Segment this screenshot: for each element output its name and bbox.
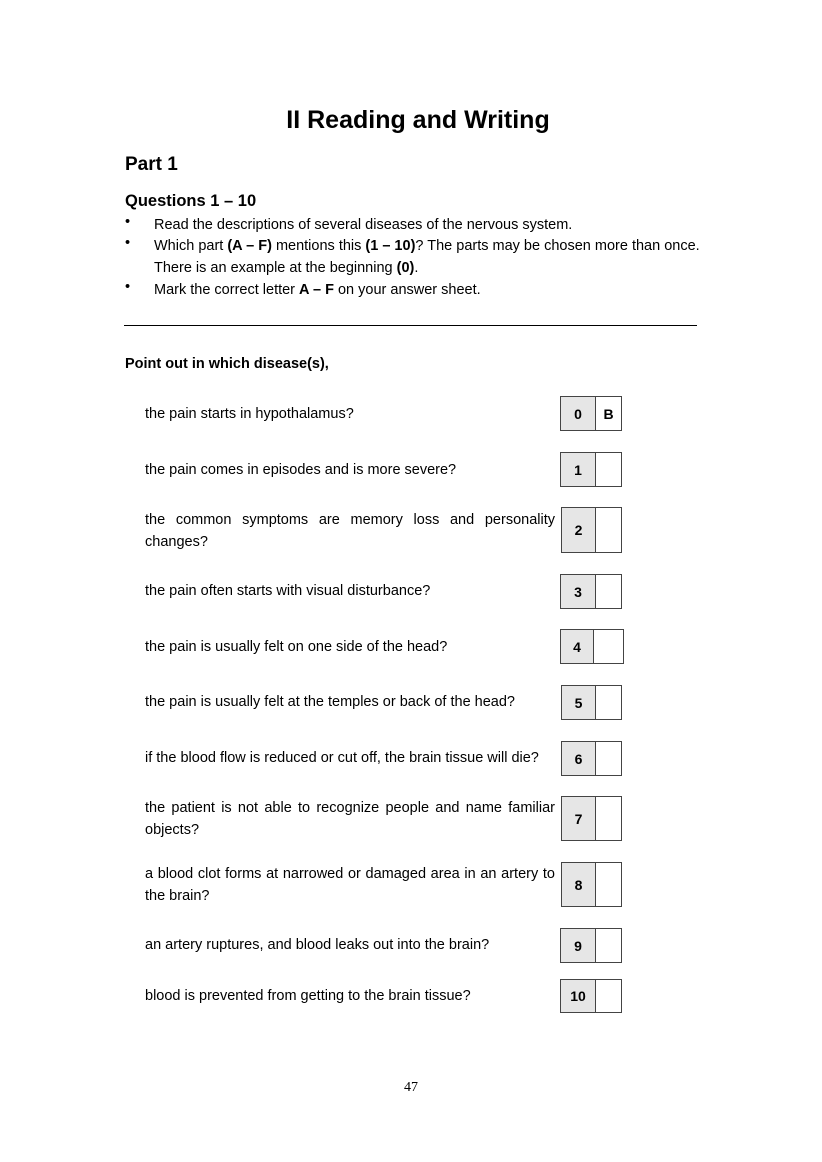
- bullet-icon: •: [125, 235, 131, 251]
- question-number: 5: [562, 686, 596, 719]
- page-number: 47: [404, 1080, 418, 1095]
- question-text: the pain is usually felt on one side of the head?: [145, 639, 448, 655]
- answer-cell[interactable]: [596, 453, 621, 486]
- answer-box: [560, 396, 622, 431]
- question-text: the pain starts in hypothalamus?: [145, 406, 354, 422]
- question-number: 0: [561, 397, 596, 430]
- answer-box: [560, 452, 622, 487]
- bullet-icon: •: [125, 279, 131, 295]
- answer-box: [560, 979, 622, 1013]
- section-title: II Reading and Writing: [286, 106, 550, 134]
- question-number: 3: [561, 575, 596, 608]
- question-text: if the blood flow is reduced or cut off, the brain tissue will die?: [145, 750, 539, 766]
- instruction-text: Read the descriptions of several diseases of the nervous system.: [154, 217, 573, 233]
- question-text: the patient is not able to recognize people and name familiar objects?: [145, 800, 555, 838]
- instruction-text: Mark the correct letter A – F on your answer sheet.: [154, 282, 481, 298]
- divider: [124, 325, 697, 326]
- question-number: 9: [561, 929, 596, 962]
- answer-box: [561, 796, 622, 841]
- part-heading: Part 1: [125, 154, 178, 175]
- answer-box: [561, 685, 622, 720]
- answer-cell[interactable]: [596, 742, 621, 775]
- question-text: the pain comes in episodes and is more severe?: [145, 462, 457, 478]
- answer-box: [560, 574, 622, 609]
- question-text: the common symptoms are memory loss and personality changes?: [145, 512, 555, 550]
- bullet-icon: •: [125, 214, 131, 230]
- answer-box: [561, 507, 622, 553]
- question-text: the pain often starts with visual disturbance?: [145, 583, 431, 599]
- lead-text: Point out in which disease(s),: [125, 356, 329, 372]
- question-number: 8: [562, 863, 596, 906]
- question-text: an artery ruptures, and blood leaks out into the brain?: [145, 937, 490, 953]
- answer-box: [561, 741, 622, 776]
- answer-box: [560, 928, 622, 963]
- question-text: a blood clot forms at narrowed or damaged area in an artery to the brain?: [145, 866, 555, 904]
- instruction-text: Which part (A – F) mentions this (1 – 10)? The parts may be chosen more than once. There is an example at the beginning (0).: [154, 238, 700, 276]
- answer-cell[interactable]: [596, 980, 621, 1012]
- question-number: 2: [562, 508, 596, 552]
- answer-cell[interactable]: [596, 863, 621, 906]
- answer-cell[interactable]: [596, 686, 621, 719]
- question-number: 1: [561, 453, 596, 486]
- answer-box: [561, 862, 622, 907]
- question-text: the pain is usually felt at the temples or back of the head?: [145, 694, 515, 710]
- answer-cell[interactable]: [596, 508, 621, 552]
- questions-heading: Questions 1 – 10: [125, 192, 257, 210]
- answer-box: [560, 629, 624, 664]
- question-number: 4: [561, 630, 594, 663]
- answer-cell[interactable]: [596, 575, 621, 608]
- answer-cell[interactable]: B: [603, 405, 614, 422]
- question-number: 7: [562, 797, 596, 840]
- question-number: 6: [562, 742, 596, 775]
- question-text: blood is prevented from getting to the brain tissue?: [145, 988, 471, 1004]
- answer-cell[interactable]: [594, 630, 623, 663]
- answer-cell[interactable]: [596, 929, 621, 962]
- question-number: 10: [561, 980, 596, 1012]
- answer-cell[interactable]: [596, 797, 621, 840]
